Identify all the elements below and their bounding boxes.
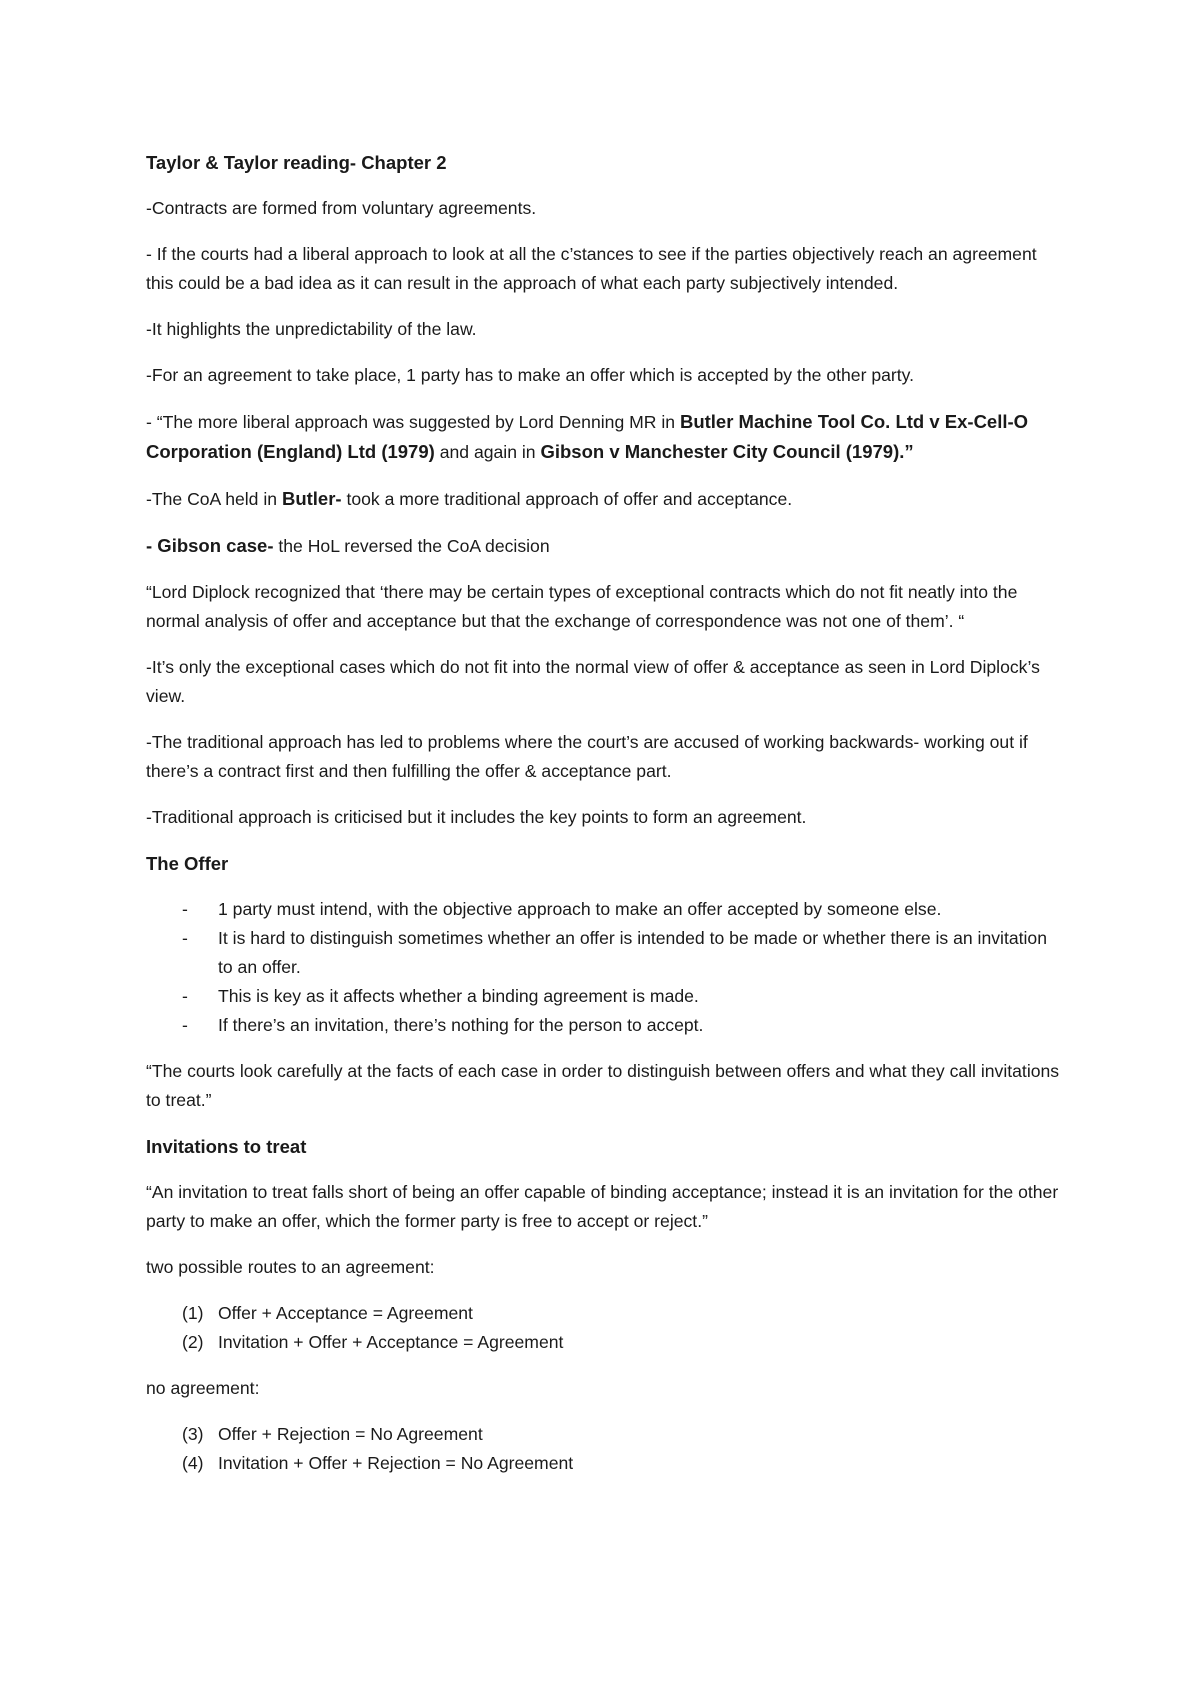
case-gibson: Gibson v Manchester City Council (1979).”	[540, 441, 914, 462]
heading-the-offer: The Offer	[146, 853, 229, 874]
list-item-text: Offer + Acceptance = Agreement	[218, 1303, 473, 1323]
paragraph-unpredictability: -It highlights the unpredictability of the law.	[146, 319, 477, 339]
list-item	[146, 924, 1066, 982]
paragraph-traditional-criticised: -Traditional approach is criticised but it includes the key points to form an agreement.	[146, 807, 807, 827]
paragraph-liberal-approach: - If the courts had a liberal approach to look at all the c’stances to see if the parties objectively reach an agreement this could be a bad idea as it can result in the approach of what each party subjectively intended.	[146, 244, 1037, 293]
list-marker: -	[182, 1015, 188, 1035]
list-marker: (1)	[182, 1303, 204, 1323]
list-marker: (2)	[182, 1332, 204, 1352]
paragraph-coa-butler	[146, 484, 1066, 514]
case-butler-short: Butler-	[281, 488, 342, 509]
paragraph-courts-look-carefully: “The courts look carefully at the facts of each case in order to distinguish between offers and what they call invitations to treat.”	[146, 1061, 1060, 1110]
case-gibson-short: - Gibson case-	[146, 535, 274, 556]
list-marker: -	[182, 928, 188, 948]
denning-text-a: - “The more liberal approach was suggested by Lord Denning MR in	[146, 412, 680, 432]
list-item	[146, 1299, 1066, 1328]
paragraph-diplock-quote: “Lord Diplock recognized that ‘there may be certain types of exceptional contracts which do not fit neatly into the normal analysis of offer and acceptance but that the exchange of correspondence was not one of them’. “	[146, 582, 1018, 631]
list-item	[146, 982, 1066, 1011]
routes-list	[146, 1299, 1066, 1357]
list-item-text: If there’s an invitation, there’s nothing for the person to accept.	[218, 1015, 704, 1035]
paragraph-gibson-case	[146, 531, 1066, 561]
paragraph-no-agreement: no agreement:	[146, 1378, 260, 1398]
list-marker: -	[182, 899, 188, 919]
offer-list	[146, 895, 1066, 1040]
list-marker: -	[182, 986, 188, 1006]
paragraph-working-backwards: -The traditional approach has led to problems where the court’s are accused of working backwards- working out if there’s a contract first and then fulfilling the offer & acceptance part.	[146, 732, 1028, 781]
list-item-text: 1 party must intend, with the objective approach to make an offer accepted by someone else.	[218, 899, 942, 919]
document-page	[146, 148, 1066, 1495]
document-title: Taylor & Taylor reading- Chapter 2	[146, 152, 447, 173]
list-item	[146, 895, 1066, 924]
list-item-text: This is key as it affects whether a binding agreement is made.	[218, 986, 699, 1006]
paragraph-itt-definition: “An invitation to treat falls short of being an offer capable of binding acceptance; instead it is an invitation for the other party to make an offer, which the former party is free to accept or reject.”	[146, 1182, 1059, 1231]
list-item	[146, 1328, 1066, 1357]
case-butler: Butler Machine Tool Co. Ltd v Ex-Cell-O Corporation (England) Ltd (1979)	[146, 411, 1029, 462]
list-item	[146, 1011, 1066, 1040]
list-marker: (4)	[182, 1453, 204, 1473]
list-item-text: It is hard to distinguish sometimes whether an offer is intended to be made or whether there is an invitation to an offer.	[218, 928, 1047, 977]
list-item	[146, 1420, 1066, 1449]
list-item-text: Invitation + Offer + Acceptance = Agreement	[218, 1332, 564, 1352]
paragraph-two-routes: two possible routes to an agreement:	[146, 1257, 435, 1277]
list-item	[146, 1449, 1066, 1478]
no-agreement-list	[146, 1420, 1066, 1478]
coa-text-a: -The CoA held in	[146, 489, 282, 509]
paragraph-agreement-offer: -For an agreement to take place, 1 party has to make an offer which is accepted by the other party.	[146, 365, 915, 385]
paragraph-exceptional-cases: -It’s only the exceptional cases which do not fit into the normal view of offer & acceptance as seen in Lord Diplock’s view.	[146, 657, 1040, 706]
paragraph-denning-quote	[146, 407, 1066, 467]
heading-invitations-to-treat: Invitations to treat	[146, 1136, 307, 1157]
list-marker: (3)	[182, 1424, 204, 1444]
gibson-text: the HoL reversed the CoA decision	[273, 536, 550, 556]
coa-text-b: took a more traditional approach of offer and acceptance.	[341, 489, 793, 509]
paragraph-contracts-formed: -Contracts are formed from voluntary agreements.	[146, 198, 537, 218]
denning-text-b: and again in	[434, 442, 541, 462]
list-item-text: Offer + Rejection = No Agreement	[218, 1424, 483, 1444]
list-item-text: Invitation + Offer + Rejection = No Agreement	[218, 1453, 574, 1473]
